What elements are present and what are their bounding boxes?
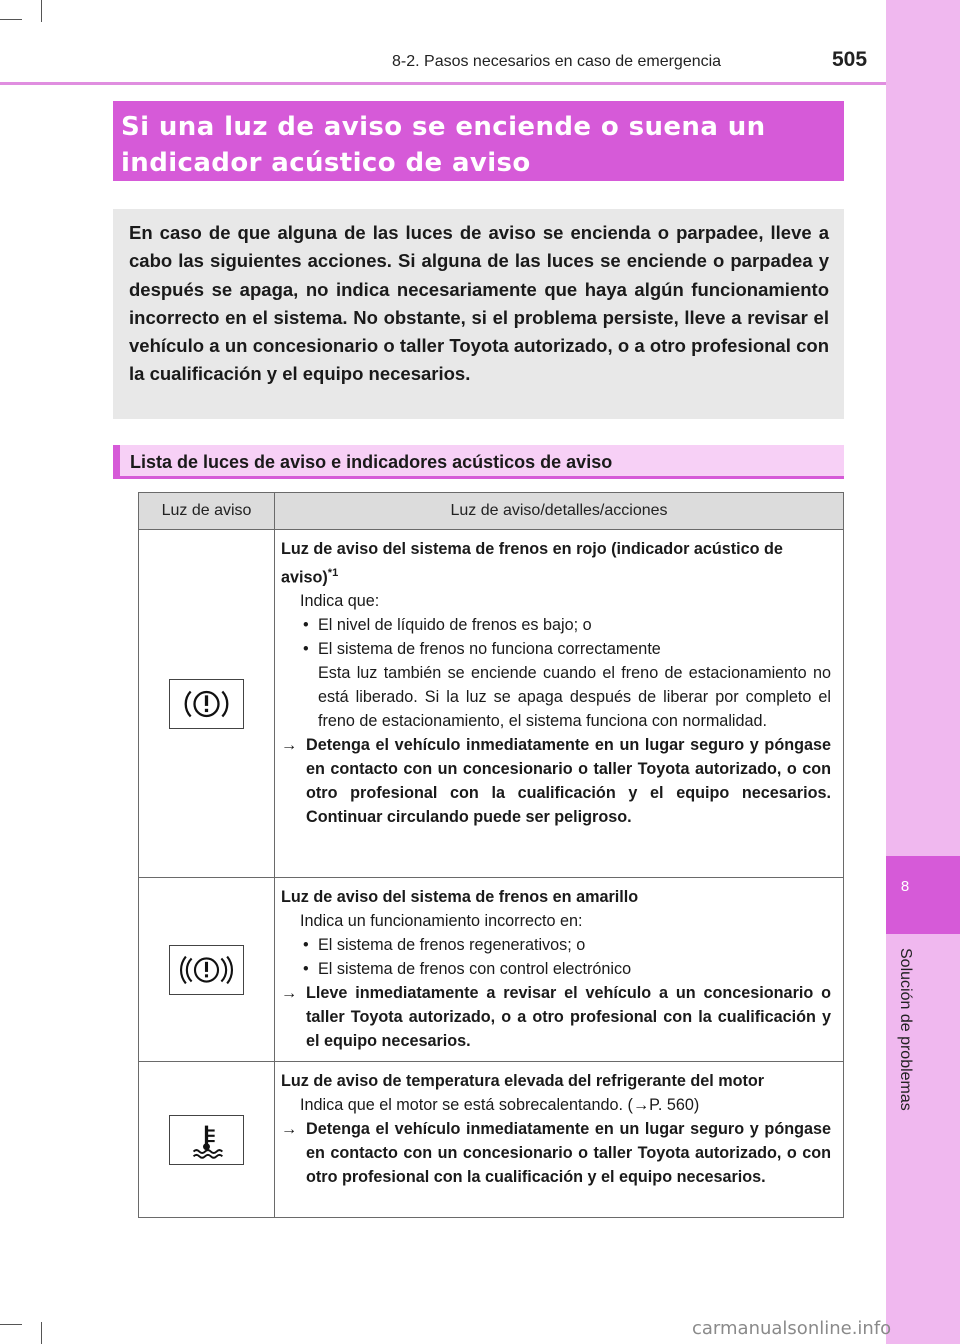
icon-cell (139, 878, 275, 1062)
warning-title: Luz de aviso de temperatura elevada del refrigerante del motor (281, 1072, 765, 1090)
brake-warning-red-icon (169, 679, 244, 729)
arrow-right-icon: → (281, 984, 298, 1002)
crop-mark (41, 0, 42, 22)
action-instruction: → Lleve inmediatamente a revisar el vehículo a un concesionario o taller Toyota autorizado, o a otro profesional con la cualificación y el equipo necesarios. (281, 981, 831, 1053)
icon-cell (139, 1062, 275, 1218)
crop-mark (0, 19, 22, 20)
chapter-label: Solución de problemas (897, 948, 914, 1111)
icon-cell (139, 530, 275, 878)
watermark: carmanualsonline.info (692, 1318, 892, 1339)
footnote-marker: *1 (327, 567, 339, 579)
page-title-line-1: Si una luz de aviso se enciende o suena un (121, 112, 766, 142)
warning-title: Luz de aviso del sistema de frenos en rojo (indicador acústico de aviso)$^{*1}$ (281, 540, 783, 587)
running-header: 8-2. Pasos necesarios en caso de emergencia (392, 53, 722, 70)
indication-intro: Indica que: (300, 592, 380, 611)
chapter-sidebar (886, 0, 960, 1344)
table-row (139, 530, 844, 878)
description-cell (275, 530, 844, 878)
description-cell (275, 878, 844, 1062)
table-row (139, 878, 844, 1062)
crop-mark (0, 1324, 22, 1325)
action-instruction: → Detenga el vehículo inmediatamente en un lugar seguro y póngase en contacto con un concesionario o taller Toyota autorizado, o con otro profesional con la cualificación y el equipo necesarios. Continuar circulando puede ser peligroso. (281, 733, 831, 829)
parking-brake-note: Esta luz también se enciende cuando el freno de estacionamiento no está liberado. Si la luz se apaga después de liberar por completo el freno de estacionamiento, el sistema funciona con normalidad. (318, 664, 831, 731)
coolant-temperature-icon (169, 1115, 244, 1165)
list-item: • El nivel de líquido de frenos es bajo; o (281, 613, 831, 637)
chapter-number: 8 (900, 878, 910, 895)
intro-box (113, 209, 844, 419)
indication-intro: Indica un funcionamiento incorrecto en: (300, 912, 583, 930)
crop-mark (41, 1322, 42, 1344)
intro-text: En caso de que alguna de las luces de aviso se encienda o parpadee, lleve a cabo las siguientes acciones. Si alguna de las luces se enciende o parpadea y después se apaga, no indica necesariamente que haya algún funcionamiento incorrecto en el sistema. No obstante, si el problema persiste, lleve a revisar el vehículo a un concesionario o taller Toyota autorizado, o a otro profesional con la cualificación y el equipo necesarios. (129, 222, 829, 385)
chapter-tab (886, 856, 960, 934)
section-heading (113, 445, 844, 479)
section-heading-text: Lista de luces de aviso e indicadores acústicos de aviso (130, 452, 613, 472)
page-number: 505 (832, 48, 868, 71)
table-header-row (139, 493, 844, 530)
warning-title: Luz de aviso del sistema de frenos en amarillo (281, 888, 639, 906)
action-instruction: → Detenga el vehículo inmediatamente en un lugar seguro y póngase en contacto con un concesionario o taller Toyota autorizado, o con otro profesional con la cualificación y el equipo necesarios. (281, 1117, 831, 1189)
table-row (139, 1062, 844, 1218)
list-item: • El sistema de frenos regenerativos; o (281, 933, 831, 957)
list-item: • El sistema de frenos no funciona correctamente (281, 637, 831, 661)
warning-lights-table (138, 492, 844, 1218)
page-title-banner (113, 101, 844, 181)
arrow-right-icon: → (281, 1120, 298, 1138)
arrow-right-icon: → (281, 736, 298, 755)
header-rule (0, 82, 886, 85)
column-header-light: Luz de aviso (139, 493, 275, 530)
brake-warning-amber-icon (169, 945, 244, 995)
indication-intro: Indica que el motor se está sobrecalentando. (→P. 560) (300, 1096, 700, 1114)
column-header-details: Luz de aviso/detalles/acciones (275, 493, 844, 530)
list-item: • El sistema de frenos con control electrónico (281, 957, 831, 981)
description-cell (275, 1062, 844, 1218)
page-title-line-2: indicador acústico de aviso (121, 148, 531, 178)
